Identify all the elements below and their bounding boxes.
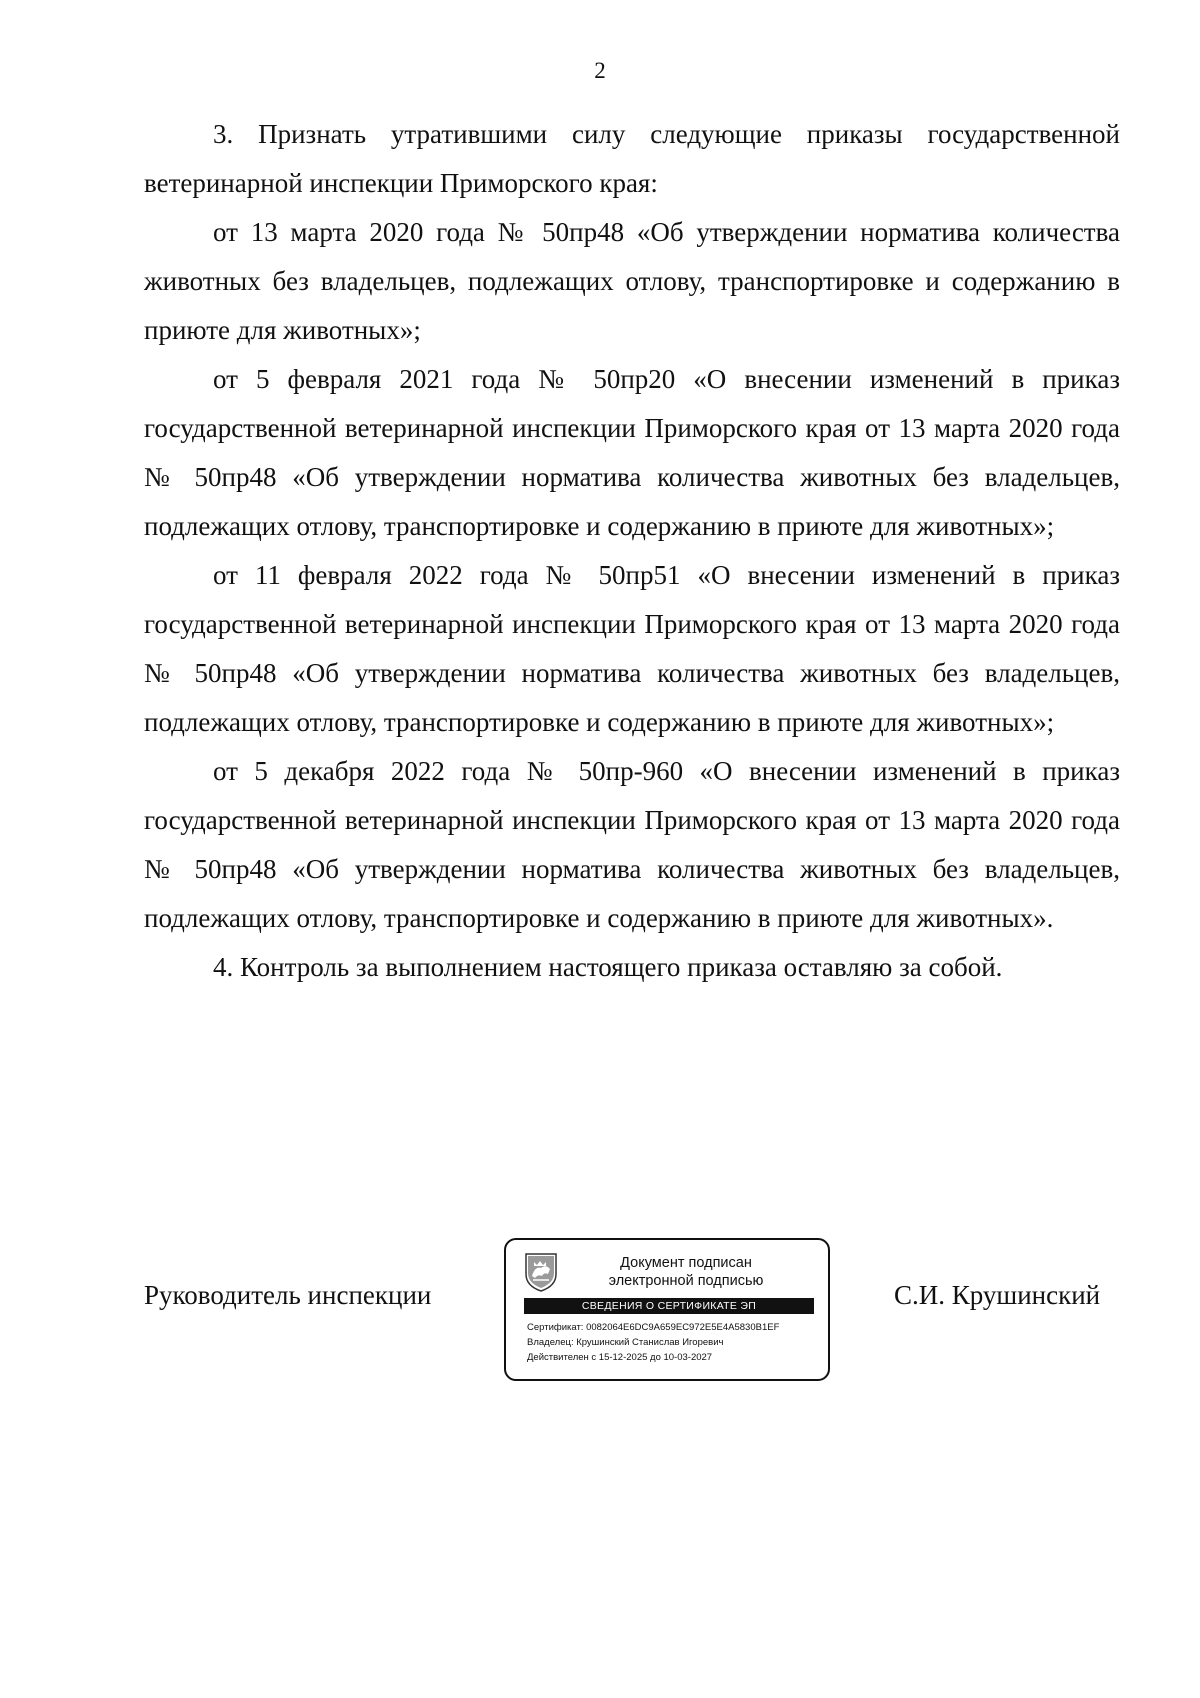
- e-signature-stamp: [504, 1238, 830, 1381]
- repealed-order-2: от 5 февраля 2021 года № 50пр20 «О внесении изменений в приказ государственной ветеринарной инспекции Приморского края от 13 марта 2020 года № 50пр48 «Об утверждении норматива количества животных без владельцев, подлежащих отлову, транспортировке и содержанию в приюте для животных»;: [144, 364, 1120, 541]
- certificate-details: [527, 1320, 817, 1365]
- certificate-owner: Владелец: Крушинский Станислав Игоревич: [527, 1337, 724, 1348]
- paragraph-item-4: 4. Контроль за выполнением настоящего приказа оставляю за собой.: [213, 952, 1003, 982]
- repealed-order-3: от 11 февраля 2022 года № 50пр51 «О внесении изменений в приказ государственной ветеринарной инспекции Приморского края от 13 марта 2020 года № 50пр48 «Об утверждении норматива количества животных без владельцев, подлежащих отлову, транспортировке и содержанию в приюте для животных»;: [144, 560, 1120, 737]
- paragraph-item-3: 3. Признать утратившими силу следующие приказы государственной ветеринарной инспекции Приморского края:: [144, 119, 1120, 198]
- page-number: 2: [594, 58, 606, 83]
- certificate-validity: Действителен с 15-12-2025 до 10-03-2027: [527, 1352, 713, 1363]
- stamp-title-line2: электронной подписью: [608, 1273, 764, 1289]
- repealed-order-4: от 5 декабря 2022 года № 50пр-960 «О внесении изменений в приказ государственной ветеринарной инспекции Приморского края от 13 марта 2020 года № 50пр48 «Об утверждении норматива количества животных без владельцев, подлежащих отлову, транспортировке и содержанию в приюте для животных».: [144, 756, 1120, 933]
- document-body: [144, 110, 1120, 992]
- certificate-number: Сертификат: 0082064E6DC9A659EC972E5E4A5830B1EF: [527, 1322, 780, 1333]
- repealed-order-1: от 13 марта 2020 года № 50пр48 «Об утверждении норматива количества животных без владельцев, подлежащих отлову, транспортировке и содержанию в приюте для животных»;: [144, 217, 1120, 345]
- signer-position: Руководитель инспекции: [144, 1280, 432, 1310]
- certificate-header: СВЕДЕНИЯ О СЕРТИФИКАТЕ ЭП: [524, 1298, 814, 1314]
- stamp-title-line1: Документ подписан: [620, 1255, 752, 1271]
- signer-name: С.И. Крушинский: [894, 1280, 1101, 1310]
- coat-of-arms-icon: [524, 1252, 558, 1292]
- stamp-title: [566, 1254, 806, 1290]
